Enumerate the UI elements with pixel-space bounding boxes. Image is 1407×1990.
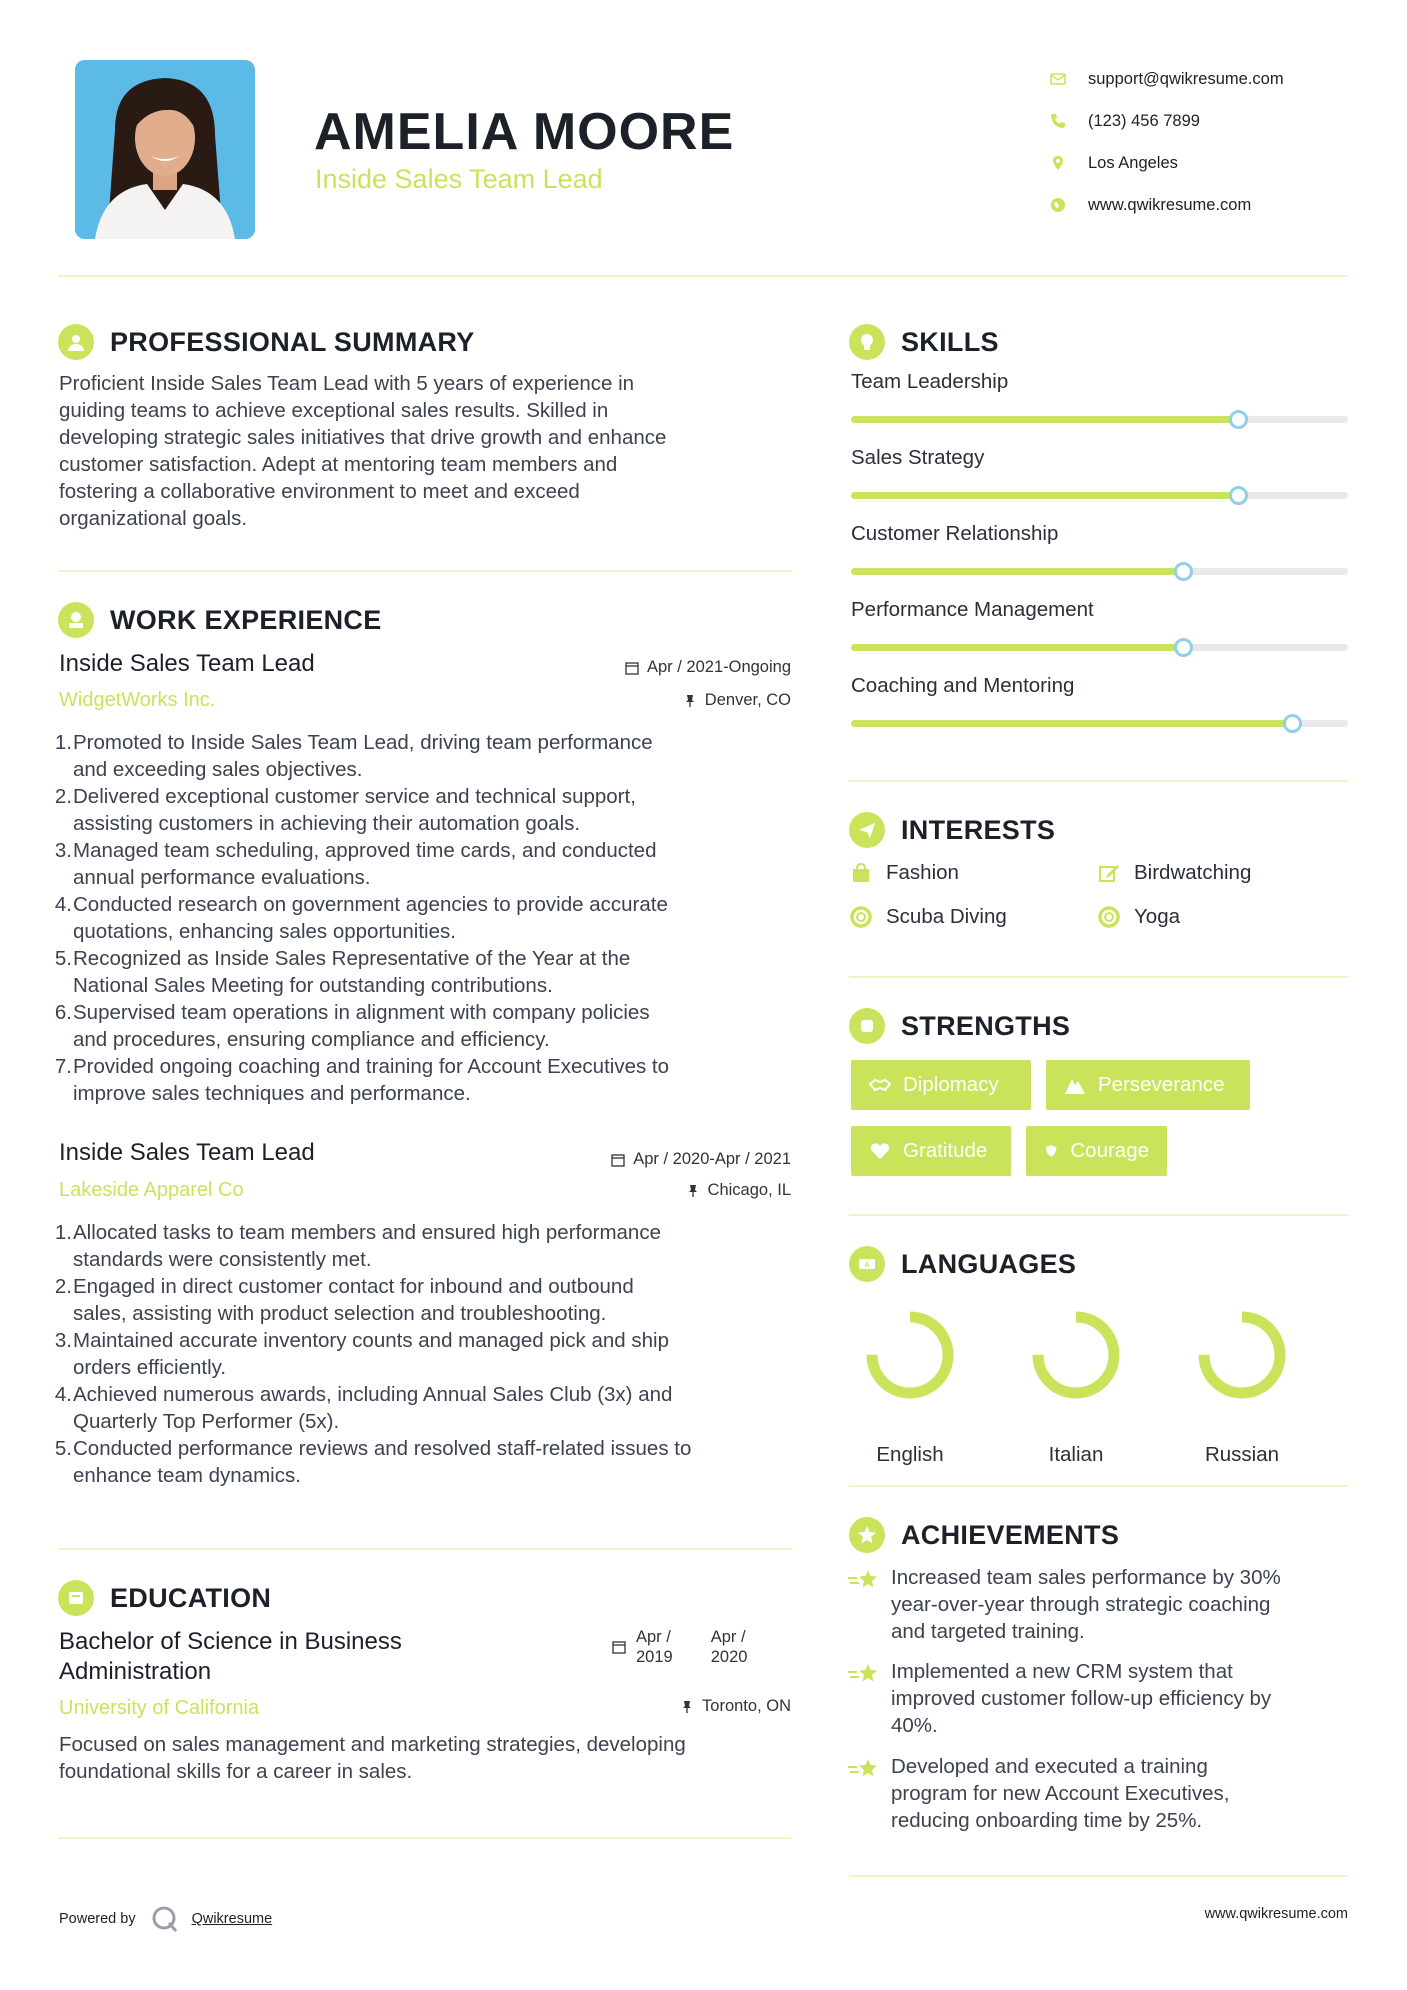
qwikresume-link[interactable]: Qwikresume bbox=[191, 1911, 273, 1927]
pin-icon bbox=[680, 1700, 694, 1714]
paper-plane-icon bbox=[849, 812, 885, 848]
pin-icon bbox=[683, 694, 697, 708]
skill-item bbox=[851, 446, 1348, 522]
summary-title: PROFESSIONAL SUMMARY bbox=[110, 326, 475, 357]
contact-phone-text: (123) 456 7899 bbox=[1088, 111, 1200, 130]
shooting-star-icon bbox=[847, 1660, 881, 1690]
shooting-star-icon bbox=[847, 1755, 881, 1785]
calendar-icon bbox=[612, 1640, 626, 1654]
job-responsibilities bbox=[54, 729, 794, 1107]
job-date bbox=[540, 658, 791, 677]
section-divider bbox=[58, 1548, 791, 1550]
language-ring bbox=[1187, 1300, 1297, 1410]
contact-phone[interactable] bbox=[1050, 100, 1370, 142]
education-location bbox=[540, 1697, 791, 1716]
interests-title: INTERESTS bbox=[901, 814, 1056, 845]
education-title: EDUCATION bbox=[110, 1582, 272, 1613]
strength-chip: Gratitude bbox=[851, 1126, 1011, 1176]
education-description: Focused on sales management and marketing strategies, developing foundational skills for a career in sales. bbox=[59, 1733, 686, 1783]
summary-heading bbox=[58, 324, 475, 360]
powered-by-text: Powered by bbox=[59, 1911, 136, 1927]
skill-item bbox=[851, 674, 1348, 750]
skill-bar bbox=[851, 416, 1348, 423]
contact-email-text: support@qwikresume.com bbox=[1088, 69, 1284, 88]
skill-item bbox=[851, 598, 1348, 674]
list-item: 5. Recognized as Inside Sales Representative of the Year at the National Sales Meeting for outstanding contributions. bbox=[54, 947, 631, 997]
shopping-bag-icon bbox=[850, 862, 872, 884]
skill-item bbox=[851, 522, 1348, 598]
section-divider bbox=[849, 1875, 1348, 1877]
summary-line: customer satisfaction. Adept at mentoring team members and bbox=[59, 453, 618, 476]
education-end: Apr / 2020 bbox=[710, 1628, 748, 1666]
summary-line: developing strategic sales initiatives that drive growth and enhance bbox=[59, 426, 667, 449]
heart-icon bbox=[869, 1140, 891, 1162]
skill-knob[interactable] bbox=[1229, 410, 1248, 429]
skill-knob[interactable] bbox=[1229, 486, 1248, 505]
language-ring bbox=[855, 1300, 965, 1410]
footer-url[interactable]: www.qwikresume.com bbox=[1204, 1906, 1348, 1922]
skills-heading bbox=[849, 324, 999, 360]
degree bbox=[59, 1627, 402, 1687]
list-item: 1. Allocated tasks to team members and ensured high performance standards were consistently met. bbox=[54, 1221, 661, 1271]
briefcase-icon bbox=[58, 602, 94, 638]
list-item: 4. Achieved numerous awards, including Annual Sales Club (3x) and Quarterly Top Performer (5x). bbox=[54, 1383, 673, 1433]
achievement-item: Developed and executed a training program for new Account Executives, reducing onboarding time by 25%. bbox=[847, 1753, 1229, 1834]
shooting-star-icon bbox=[847, 1566, 881, 1596]
translate-icon bbox=[849, 1246, 885, 1282]
skill-fill bbox=[851, 644, 1184, 651]
interest-item: Scuba Diving bbox=[850, 905, 1007, 929]
phone-icon bbox=[1050, 113, 1066, 129]
summary-line: Proficient Inside Sales Team Lead with 5 years of experience in bbox=[59, 372, 635, 395]
calendar-icon bbox=[611, 1153, 625, 1167]
language-label: English bbox=[876, 1443, 944, 1466]
school: University of California bbox=[59, 1697, 260, 1719]
list-item: 7. Provided ongoing coaching and training for Account Executives to improve sales techniques and performance. bbox=[54, 1055, 670, 1105]
life-ring-icon bbox=[1098, 906, 1120, 928]
skill-fill bbox=[851, 416, 1239, 423]
person-icon bbox=[58, 324, 94, 360]
list-item: 6. Supervised team operations in alignment with company policies and procedures, ensuring compliance and efficiency. bbox=[54, 1001, 650, 1051]
language-ring-arc bbox=[1204, 1317, 1280, 1393]
skill-fill bbox=[851, 720, 1293, 727]
skill-label: Team Leadership bbox=[851, 370, 1009, 393]
list-item: 3. Managed team scheduling, approved time cards, and conducted annual performance evaluations. bbox=[54, 839, 657, 889]
education-location-text: Toronto, ON bbox=[702, 1697, 791, 1715]
pin-icon bbox=[686, 1184, 700, 1198]
summary-line: fostering a collaborative environment to meet and exceed bbox=[59, 480, 580, 503]
skill-bar bbox=[851, 644, 1348, 651]
list-item: 2. Delivered exceptional customer service and technical support, assisting customers in achieving their automation goals. bbox=[54, 785, 636, 835]
strength-chip: Courage bbox=[1026, 1126, 1167, 1176]
strength-chip: Diplomacy bbox=[851, 1060, 1031, 1110]
strengths-title: STRENGTHS bbox=[901, 1010, 1071, 1041]
calendar-icon bbox=[625, 661, 639, 675]
job-company: Lakeside Apparel Co bbox=[59, 1179, 244, 1201]
list-item: 1. Promoted to Inside Sales Team Lead, driving team performance and exceeding sales objectives. bbox=[54, 731, 653, 781]
section-divider bbox=[849, 976, 1348, 978]
contact-list bbox=[1050, 58, 1370, 226]
skill-knob[interactable] bbox=[1283, 714, 1302, 733]
interest-item: Birdwatching bbox=[1098, 861, 1251, 885]
work-title: WORK EXPERIENCE bbox=[110, 604, 382, 635]
graduation-icon bbox=[58, 1580, 94, 1616]
language-ring bbox=[1021, 1300, 1131, 1410]
skill-bar bbox=[851, 568, 1348, 575]
section-divider bbox=[849, 1214, 1348, 1216]
skill-label: Customer Relationship bbox=[851, 522, 1059, 545]
language-label: Russian bbox=[1204, 1443, 1280, 1466]
degree-line: Administration bbox=[59, 1658, 212, 1685]
lightbulb-icon bbox=[849, 324, 885, 360]
star-icon bbox=[849, 1517, 885, 1553]
education-dates bbox=[612, 1627, 747, 1667]
job-date-text: Apr / 2020-Apr / 2021 bbox=[633, 1150, 791, 1168]
summary-line: guiding teams to achieve exceptional sales results. Skilled in bbox=[59, 399, 609, 422]
skills-title: SKILLS bbox=[901, 326, 999, 357]
mail-icon bbox=[1050, 71, 1066, 87]
list-item: 4. Conducted research on government agencies to provide accurate quotations, enhancing sales opportunities. bbox=[54, 893, 668, 943]
language-item bbox=[855, 1300, 965, 1467]
candidate-role: Inside Sales Team Lead bbox=[315, 164, 603, 194]
list-item: 2. Engaged in direct customer contact for inbound and outbound sales, assisting with product selection and troubleshooting. bbox=[54, 1275, 634, 1325]
skill-fill bbox=[851, 492, 1239, 499]
achievement-item: Increased team sales performance by 30% year-over-year through strategic coaching and targeted training. bbox=[847, 1564, 1281, 1645]
job-location-text: Chicago, IL bbox=[707, 1181, 791, 1199]
job-date bbox=[520, 1150, 791, 1169]
contact-location-text: Los Angeles bbox=[1088, 153, 1178, 172]
job-title: Inside Sales Team Lead bbox=[59, 650, 315, 677]
skill-label: Coaching and Mentoring bbox=[851, 674, 1075, 697]
contact-location bbox=[1050, 142, 1370, 184]
languages-title: LANGUAGES bbox=[901, 1248, 1077, 1279]
skill-item bbox=[851, 370, 1348, 446]
achievement-item: Implemented a new CRM system that improved customer follow-up efficiency by 40%. bbox=[847, 1658, 1271, 1739]
language-item bbox=[1021, 1300, 1131, 1467]
list-item: 3. Maintained accurate inventory counts and managed pick and ship orders efficiently. bbox=[54, 1329, 670, 1379]
portrait-image bbox=[75, 60, 255, 239]
skill-knob[interactable] bbox=[1174, 638, 1193, 657]
candidate-name: AMELIA MOORE bbox=[314, 103, 735, 161]
job-company: WidgetWorks Inc. bbox=[59, 689, 216, 711]
globe-icon bbox=[1050, 197, 1066, 213]
shield-icon bbox=[1044, 1140, 1058, 1162]
strength-chip: Perseverance bbox=[1046, 1060, 1250, 1110]
section-divider bbox=[58, 1837, 791, 1839]
language-label: Italian bbox=[1048, 1443, 1104, 1466]
education-heading bbox=[58, 1580, 271, 1616]
contact-website[interactable] bbox=[1050, 184, 1370, 226]
language-ring-arc bbox=[872, 1317, 948, 1393]
edit-icon bbox=[1098, 862, 1120, 884]
job-location bbox=[540, 1181, 791, 1200]
skill-label: Performance Management bbox=[851, 598, 1094, 621]
education-start: Apr / 2019 bbox=[636, 1628, 673, 1666]
interest-item: Yoga bbox=[1098, 905, 1180, 929]
profile-photo bbox=[75, 60, 255, 239]
life-ring-icon bbox=[850, 906, 872, 928]
skill-knob[interactable] bbox=[1174, 562, 1193, 581]
language-ring-arc bbox=[1038, 1317, 1114, 1393]
fist-icon bbox=[849, 1008, 885, 1044]
achievements-heading bbox=[849, 1517, 1119, 1553]
interest-item: Fashion bbox=[850, 861, 959, 885]
contact-website-text: www.qwikresume.com bbox=[1088, 195, 1252, 214]
skill-bar bbox=[851, 720, 1348, 727]
language-item bbox=[1187, 1300, 1297, 1467]
job-responsibilities bbox=[54, 1219, 799, 1489]
strengths-heading bbox=[849, 1008, 1070, 1044]
section-divider bbox=[849, 780, 1348, 782]
svg-text:A: A bbox=[864, 1262, 870, 1269]
qwikresume-logo-icon bbox=[150, 1904, 180, 1934]
list-item: 5. Conducted performance reviews and resolved staff-related issues to enhance team dynamics. bbox=[54, 1437, 692, 1487]
section-divider bbox=[849, 1485, 1348, 1487]
summary-line: organizational goals. bbox=[59, 507, 248, 530]
job-location bbox=[540, 691, 791, 710]
languages-heading bbox=[849, 1246, 1076, 1282]
achievements-title: ACHIEVEMENTS bbox=[901, 1519, 1120, 1550]
section-divider bbox=[58, 570, 791, 572]
footer-branding bbox=[59, 1904, 272, 1934]
skill-label: Sales Strategy bbox=[851, 446, 985, 469]
mountain-icon bbox=[1064, 1074, 1086, 1096]
degree-line: Bachelor of Science in Business bbox=[59, 1628, 402, 1655]
interests-heading bbox=[849, 812, 1055, 848]
job-date-text: Apr / 2021-Ongoing bbox=[646, 658, 791, 676]
location-pin-icon bbox=[1050, 155, 1066, 171]
job-title: Inside Sales Team Lead bbox=[59, 1139, 315, 1166]
skills-list bbox=[851, 370, 1348, 750]
header-divider bbox=[58, 275, 1348, 277]
handshake-icon bbox=[869, 1074, 891, 1096]
work-heading bbox=[58, 602, 382, 638]
job-location-text: Denver, CO bbox=[704, 691, 791, 709]
contact-email[interactable] bbox=[1050, 58, 1370, 100]
skill-bar bbox=[851, 492, 1348, 499]
summary-text bbox=[59, 370, 799, 532]
skill-fill bbox=[851, 568, 1184, 575]
